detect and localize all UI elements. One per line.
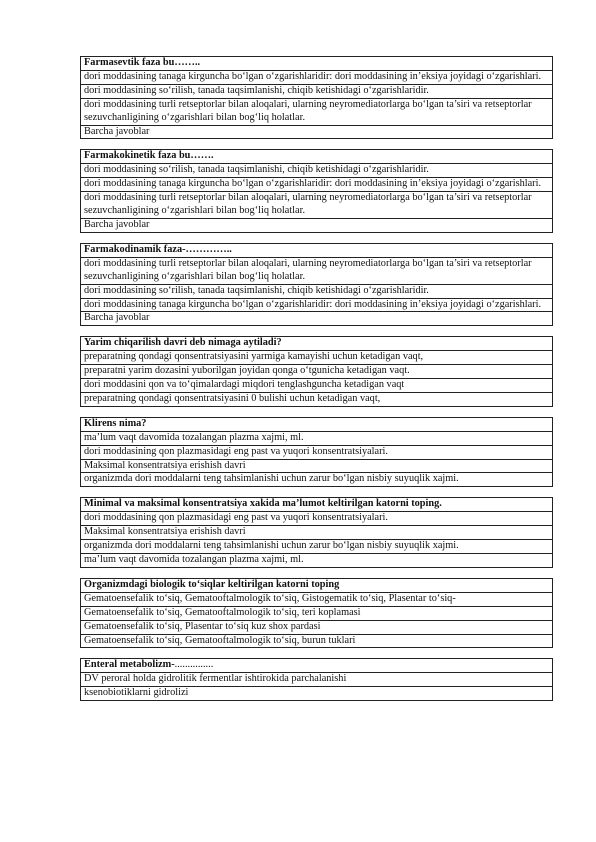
answer-option: dori moddasining tanaga kirguncha bo‘lgan o‘zgarishlaridir: dori moddasining in’eksiya joyidagi o‘zgarishlari. bbox=[81, 298, 553, 312]
question-title: Yarim chiqarilish davri deb nimaga aytiladi? bbox=[81, 337, 553, 351]
answer-option: ma’lum vaqt davomida tozalangan plazma xajmi, ml. bbox=[81, 554, 553, 568]
answer-option: dori moddasining qon plazmasidagi eng past va yuqori konsentratsiyalari. bbox=[81, 512, 553, 526]
question-title: Organizmdagi biologik to‘siqlar keltirilgan katorni toping bbox=[81, 578, 553, 592]
answer-option: Maksimal konsentratsiya erishish davri bbox=[81, 459, 553, 473]
question-title: Farmakokinetik faza bu……. bbox=[81, 150, 553, 164]
answer-option: organizmda dori moddalarni teng tahsimlanishi uchun zarur bo‘lgan nisbiy suyuqlik xajmi. bbox=[81, 540, 553, 554]
answer-option: Gematoensefalik to‘siq, Plasentar to‘siq kuz shox pardasi bbox=[81, 620, 553, 634]
question-title: Klirens nima? bbox=[81, 417, 553, 431]
answer-option: preparatni yarim dozasini yuborilgan joyidan qonga o‘tgunicha ketadigan vaqt. bbox=[81, 365, 553, 379]
answer-option: dori moddasining tanaga kirguncha bo‘lgan o‘zgarishlaridir: dori moddasining in’eksiya joyidagi o‘zgarishlari. bbox=[81, 178, 553, 192]
answer-option: dori moddasining so‘rilish, tanada taqsimlanishi, chiqib ketishidagi o‘zgarishlaridir. bbox=[81, 164, 553, 178]
question-block bbox=[80, 243, 553, 326]
answer-option: Gematoensefalik to‘siq, Gematooftalmologik to‘siq, Gistogematik to‘siq, Plasentar to‘siq- bbox=[81, 592, 553, 606]
answer-option: organizmda dori moddalarni teng tahsimlanishi uchun zarur bo‘lgan nisbiy suyuqlik xajmi. bbox=[81, 473, 553, 487]
answer-option: dori moddasining so‘rilish, tanada taqsimlanishi, chiqib ketishidagi o‘zgarishlaridir. bbox=[81, 284, 553, 298]
answer-option: Gematoensefalik to‘siq, Gematooftalmologik to‘siq, burun tuklari bbox=[81, 634, 553, 648]
question-block bbox=[80, 658, 553, 701]
question-block bbox=[80, 56, 553, 139]
answer-option: Barcha javoblar bbox=[81, 125, 553, 139]
answer-option: Gematoensefalik to‘siq, Gematooftalmologik to‘siq, teri koplamasi bbox=[81, 606, 553, 620]
answer-option: ksenobiotiklarni gidrolizi bbox=[81, 687, 553, 701]
question-block bbox=[80, 497, 553, 568]
answer-option: DV peroral holda gidrolitik fermentlar ishtirokida parchalanishi bbox=[81, 673, 553, 687]
question-title-dots: ............... bbox=[174, 659, 214, 671]
answer-option: dori moddasining so‘rilish, tanada taqsimlanishi, chiqib ketishidagi o‘zgarishlaridir. bbox=[81, 84, 553, 98]
question-title: Farmasevtik faza bu…….. bbox=[81, 57, 553, 71]
answer-option: preparatning qondagi qonsentratsiyasini yarmiga kamayishi uchun ketadigan vaqt, bbox=[81, 351, 553, 365]
answer-option: dori moddasining qon plazmasidagi eng past va yuqori konsentratsiyalari. bbox=[81, 445, 553, 459]
question-title: Farmakodinamik faza-………….. bbox=[81, 243, 553, 257]
answer-option: Barcha javoblar bbox=[81, 218, 553, 232]
answer-option: Barcha javoblar bbox=[81, 312, 553, 326]
question-title: Minimal va maksimal konsentratsiya xakida ma’lumot keltirilgan katorni toping. bbox=[81, 498, 553, 512]
question-title bbox=[81, 659, 553, 673]
answer-option: dori moddasining turli retseptorlar bilan aloqalari, ularning neyromediatorlarga bo‘lgan ta’siri va retseptorlar sezuvchanligining o‘zgarishlari bilan bog‘liq holatlar. bbox=[81, 257, 553, 284]
answer-option: dori moddasining turli retseptorlar bilan aloqalari, ularning neyromediatorlarga bo‘lgan ta’siri va retseptorlar sezuvchanligining o‘zgarishlari bilan bog‘liq holatlar. bbox=[81, 192, 553, 219]
answer-option: dori moddasini qon va to‘qimalardagi miqdori tenglashguncha ketadigan vaqt bbox=[81, 379, 553, 393]
question-title-text: Enteral metabolizm- bbox=[84, 659, 175, 671]
answer-option: preparatning qondagi qonsentratsiyasini 0 bulishi uchun ketadigan vaqt, bbox=[81, 392, 553, 406]
question-block bbox=[80, 578, 553, 649]
question-block bbox=[80, 417, 553, 488]
answer-option: Maksimal konsentratsiya erishish davri bbox=[81, 526, 553, 540]
question-block bbox=[80, 336, 553, 407]
answer-option: dori moddasining tanaga kirguncha bo‘lgan o‘zgarishlaridir: dori moddasining in’eksiya joyidagi o‘zgarishlari. bbox=[81, 70, 553, 84]
question-block bbox=[80, 149, 553, 232]
answer-option: ma’lum vaqt davomida tozalangan plazma xajmi, ml. bbox=[81, 431, 553, 445]
answer-option: dori moddasining turli retseptorlar bilan aloqalari, ularning neyromediatorlarga bo‘lgan ta’siri va retseptorlar sezuvchanligining o‘zgarishlari bilan bog‘liq holatlar. bbox=[81, 98, 553, 125]
